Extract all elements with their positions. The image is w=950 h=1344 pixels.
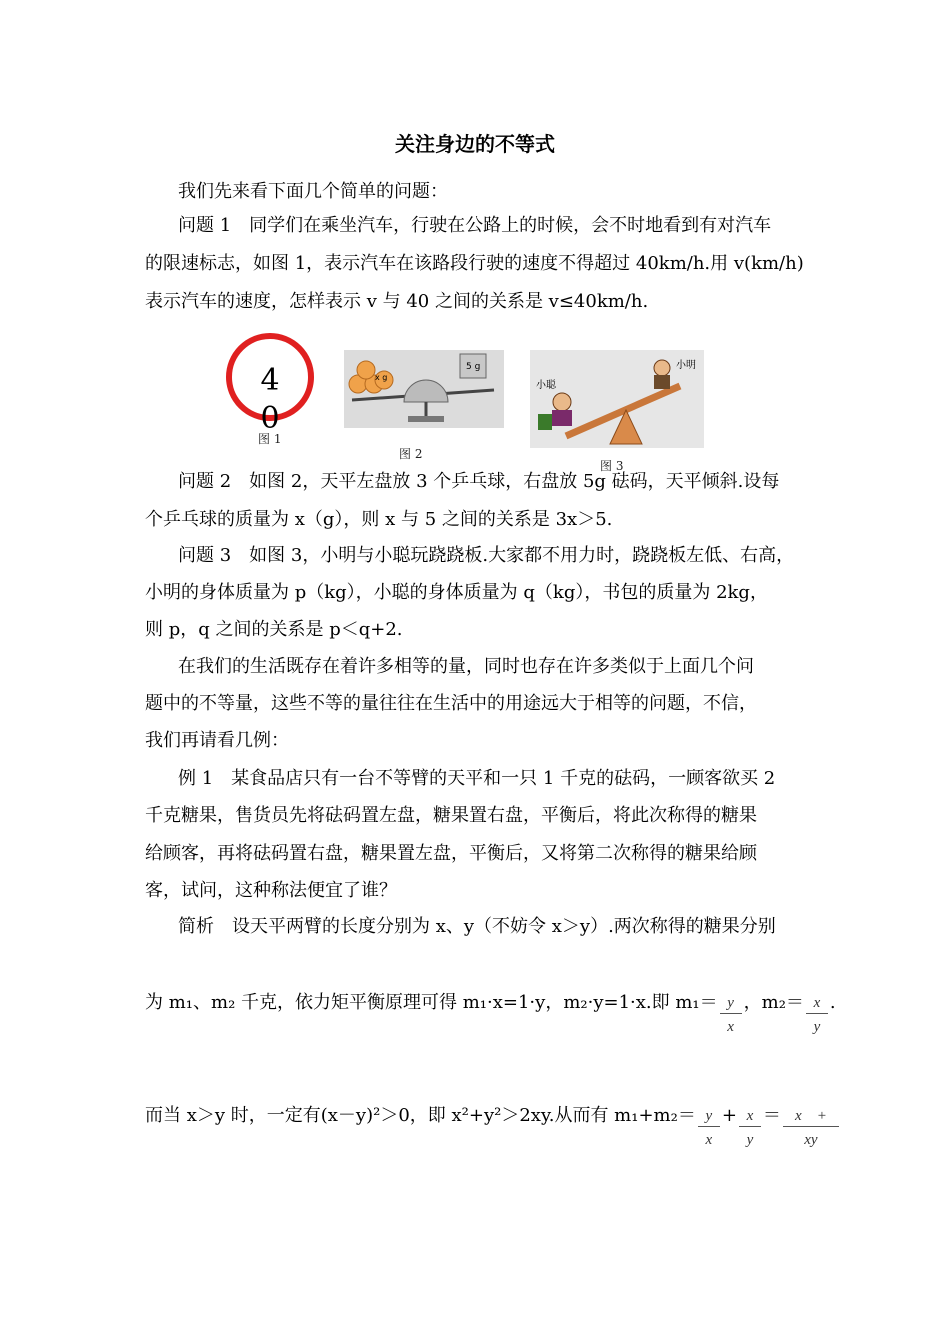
example1-line3: 给顾客，再将砝码置右盘，糖果置左盘，平衡后，又将第二次称得的糖果给顾	[145, 843, 757, 864]
fraction-denominator: xy	[804, 1132, 818, 1148]
analysis-line2-text: 为 m₁、m₂ 千克，依力矩平衡原理可得 m₁·x=1·y，m₂·y=1·x.即 m₁＝	[145, 992, 718, 1013]
fig2-caption: 图 2	[399, 447, 423, 461]
balance-scale-figure	[344, 350, 504, 428]
analysis-line2	[145, 991, 836, 1035]
example1-line2: 千克糖果，售货员先将砝码置左盘，糖果置右盘，平衡后，将此次称得的糖果	[145, 805, 757, 826]
fraction-denominator: y	[813, 1019, 821, 1035]
paragraph-line2: 题中的不等量，这些不等的量往往在生活中的用途远大于相等的问题，不信，	[145, 693, 757, 714]
fraction-denominator: x	[705, 1132, 713, 1148]
sign-digit-top: 4	[260, 363, 280, 398]
paragraph-line1: 在我们的生活既存在着许多相等的量，同时也存在许多类似于上面几个问	[178, 656, 754, 677]
fraction-numerator: y	[727, 995, 734, 1011]
fraction-y-over-x	[696, 1104, 722, 1148]
analysis-line2-end: .	[829, 992, 836, 1013]
fraction-numerator: x +	[795, 1108, 827, 1124]
analysis-line1: 简析 设天平两臂的长度分别为 x、y（不妨令 x＞y）.两次称得的糖果分别	[178, 916, 776, 937]
problem1-line1: 问题 1 同学们在乘坐汽车，行驶在公路上的时候，会不时地看到有对汽车	[178, 215, 772, 236]
fraction-numerator: y	[705, 1108, 713, 1124]
analysis-line3-text: 而当 x＞y 时，一定有(x－y)²＞0，即 x²+y²＞2xy.从而有 m₁+m₂＝	[145, 1105, 696, 1126]
speed-limit-sign	[226, 333, 314, 436]
problem3-line3: 则 p，q 之间的关系是 p＜q+2.	[145, 619, 403, 640]
label-xiaocong: 小聪	[536, 380, 556, 391]
problem3-line1: 问题 3 如图 3，小明与小聪玩跷跷板.大家都不用力时，跷跷板左低、右高，	[178, 545, 795, 566]
plus-sign: +	[721, 1105, 737, 1126]
fig1-caption: 图 1	[258, 432, 282, 446]
fraction-numerator: x	[746, 1108, 754, 1124]
label-xiaoming: 小明	[676, 360, 696, 371]
fraction-denominator: x	[727, 1019, 734, 1035]
problem3-line2: 小明的身体质量为 p（kg），小聪的身体质量为 q（kg），书包的质量为 2kg，	[145, 582, 768, 603]
intro-line: 我们先来看下面几个简单的问题：	[178, 181, 448, 202]
fraction-sum-over-xy	[781, 1104, 841, 1148]
problem2-line1: 问题 2 如图 2，天平左盘放 3 个乒乓球，右盘放 5g 砝码，天平倾斜.设每	[178, 471, 780, 492]
fraction-m1	[718, 991, 744, 1035]
example1-line4: 客，试问，这种称法便宜了谁？	[145, 880, 397, 901]
seesaw-figure	[530, 350, 704, 448]
analysis-line3	[145, 1104, 841, 1148]
fraction-denominator: y	[746, 1132, 754, 1148]
fraction-x-over-y	[737, 1104, 763, 1148]
analysis-line2-sep: ，m₂＝	[743, 992, 804, 1013]
equals-sign: ＝	[762, 1105, 781, 1126]
fraction-numerator: x	[813, 995, 821, 1011]
problem1-line2: 的限速标志，如图 1，表示汽车在该路段行驶的速度不得超过 40km/h.用 v(km/h)	[145, 253, 804, 274]
weight-label: 5 g	[466, 362, 481, 372]
fraction-m2	[804, 991, 830, 1035]
problem1-line3: 表示汽车的速度，怎样表示 v 与 40 之间的关系是 v≤40km/h.	[145, 291, 649, 312]
paragraph-line3: 我们再请看几例：	[145, 730, 289, 751]
example1-line1: 例 1 某食品店只有一台不等臂的天平和一只 1 千克的砝码，一顾客欲买 2	[178, 768, 776, 789]
sign-digit-bottom: 0	[260, 401, 280, 436]
fig3-caption: 图 3	[600, 459, 624, 473]
ball-label: x g	[375, 373, 388, 382]
page-title: 关注身边的不等式	[395, 132, 555, 156]
problem2-line2: 个乒乓球的质量为 x（g），则 x 与 5 之间的关系是 3x＞5.	[145, 509, 613, 530]
